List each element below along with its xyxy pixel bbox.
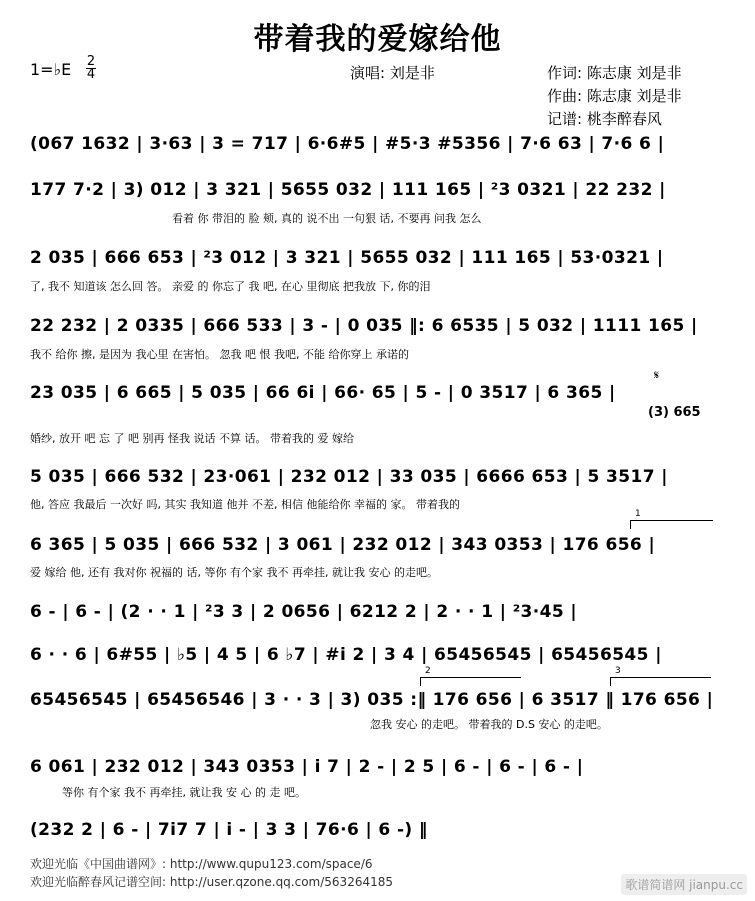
- singer: 演唱: 刘是非: [350, 64, 435, 82]
- footer: [30, 855, 393, 891]
- credits: [547, 62, 682, 131]
- lyric-row-1: 看着 你 带泪的 脸 颊, 真的 说不出 一句狠 话, 不要再 问我 怎么: [172, 212, 482, 225]
- lyric-row-2: 了, 我不 知道该 怎么回 答。 亲爱 的 你忘了 我 吧, 在心 里彻底 把我放 下, 你的泪: [30, 280, 431, 293]
- watermark: 歌谱简谱网 jianpu.cc: [621, 874, 747, 895]
- volta-3: 3: [610, 677, 711, 686]
- alt-notation: (3) 665: [648, 405, 701, 420]
- volta-2: 2: [420, 677, 521, 686]
- footer-link-1[interactable]: 欢迎光临《中国曲谱网》: http://www.qupu123.com/space/6: [30, 857, 373, 871]
- music-row-2: 177 7·2 | 3) 012 | 3 321 | 5655 032 | 111 165 | ²3 0321 | 22 232 |: [30, 180, 666, 200]
- music-row-10: 65456545 | 65456546 | 3 · · 3 | 3) 035 :‖ 176 656 | 6 3517 ‖ 176 656 |: [30, 690, 714, 710]
- music-row-1: (067 1632 | 3·63 | 3 = 717 | 6·6#5 | #5·3 #5356 | 7·6 63 | 7·6 6 |: [30, 134, 665, 154]
- music-row-11: 6 061 | 232 012 | 343 0353 | i 7 | 2 - | 2 5 | 6 - | 6 - | 6 - |: [30, 757, 584, 777]
- meter-top: 2: [86, 54, 96, 69]
- lyricist: 作词: 陈志康 刘是非: [547, 64, 682, 82]
- footer-link-2[interactable]: 欢迎光临醉春风记谱空间: http://user.qzone.qq.com/563264185: [30, 875, 394, 889]
- segno-sign: 𝄋: [654, 368, 660, 382]
- lyric-row-7: 忽我 安心 的走吧。 带着我的 D.S 安心 的走吧。: [370, 718, 608, 731]
- music-row-4: 22 232 | 2 0335 | 666 533 | 3 - | 0 035 ‖: 6 6535 | 5 032 | 1111 165 |: [30, 316, 698, 336]
- lyric-row-8: 等你 有个家 我不 再牵挂, 就让我 安 心 的 走 吧。: [62, 786, 306, 799]
- lyric-row-4: 婚纱, 放开 吧 忘 了 吧 别再 怪我 说话 不算 话。 带着我的 爱 嫁给: [30, 432, 354, 445]
- composer: 作曲: 陈志康 刘是非: [547, 87, 682, 105]
- music-row-5: 23 035 | 6 665 | 5 035 | 66 6i | 66· 65 | 5 - | 0 3517 | 6 365 |: [30, 383, 616, 403]
- transcriber: 记谱: 桃李醉春风: [547, 110, 662, 128]
- music-row-6: 5 035 | 666 532 | 23·061 | 232 012 | 33 035 | 6666 653 | 5 3517 |: [30, 467, 668, 487]
- music-row-12: (232 2 | 6 - | 7i7 7 | i - | 3 3 | 76·6 | 6 -) ‖: [30, 820, 428, 840]
- music-row-9: 6 · · 6 | 6#55 | ♭5 | 4 5 | 6 ♭7 | #i 2 | 3 4 | 65456545 | 65456545 |: [30, 645, 662, 665]
- time-signature: [86, 56, 96, 81]
- music-row-7: 6 365 | 5 035 | 666 532 | 3 061 | 232 012 | 343 0353 | 176 656 |: [30, 535, 656, 555]
- key-signature: 1=♭E: [30, 60, 72, 79]
- music-row-3: 2 035 | 666 653 | ²3 012 | 3 321 | 5655 032 | 111 165 | 53·0321 |: [30, 248, 664, 268]
- lyric-row-3: 我不 给你 擦, 是因为 我心里 在害怕。 忽我 吧 恨 我吧, 不能 给你穿上 承诺的: [30, 348, 409, 361]
- page-title: 带着我的爱嫁给他: [253, 22, 502, 57]
- lyric-row-6: 爱 嫁给 他, 还有 我对你 祝福的 话, 等你 有个家 我不 再牵挂, 就让我 安心 的走吧。: [30, 566, 438, 579]
- volta-1: 1: [630, 520, 713, 529]
- lyric-row-5: 他, 答应 我最后 一次好 吗, 其实 我知道 他并 不差, 相信 他能给你 幸福的 家。 带着我的: [30, 498, 460, 511]
- music-row-8: 6 - | 6 - | (2 · · 1 | ²3 3 | 2 0656 | 6212 2 | 2 · · 1 | ²3·45 |: [30, 602, 578, 622]
- meter-bottom: 4: [86, 67, 96, 82]
